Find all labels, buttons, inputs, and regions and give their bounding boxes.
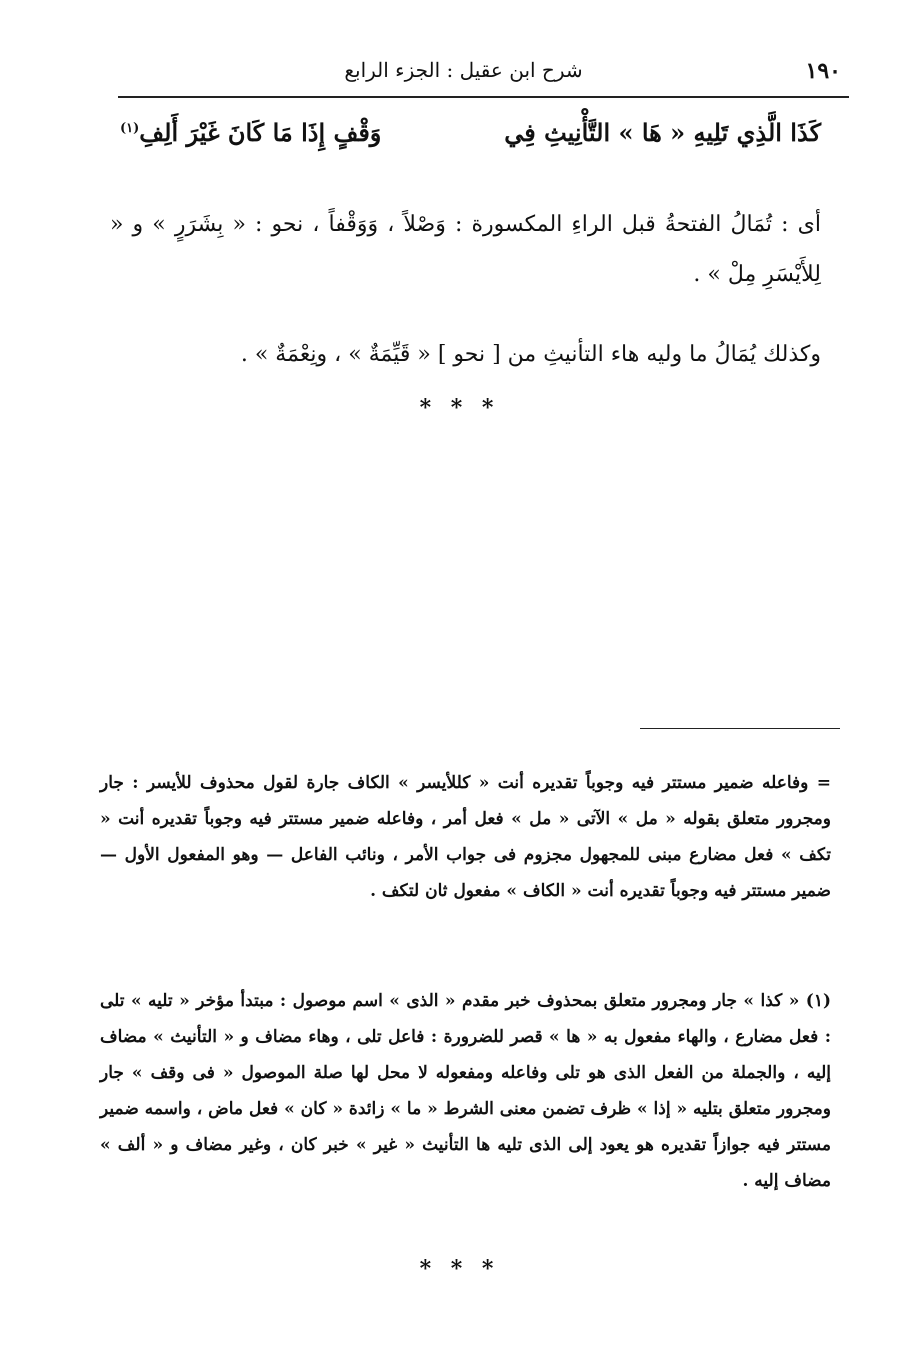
- verse-line: [120, 118, 821, 147]
- verse-second-hemistich: [120, 118, 381, 147]
- running-title: شرح ابن عقيل : الجزء الرابع: [344, 58, 583, 82]
- footnote-1: (١) « كذا » جار ومجرور متعلق بمحذوف خبر مقدم « الذى » اسم موصول : مبتدأ مؤخر « تليه » تلى : فعل مضارع ، والهاء مفعول به « ها » قصر للضرورة : فاعل تلى ، وهاء مضاف و « التأنيث » مضاف إليه ، والجملة من الفعل الذى هو تلى وفاعله ومفعوله لا محل لها صلة الموصول « فى وقف » جار ومجرور متعلق بتليه « إذا » ظرف تضمن معنى الشرط « ما » زائدة « كان » فعل ماض ، واسمه ضمير مستتر فيه جوازاً تقديره هو يعود إلى الذى تليه ها التأنيث « غير » خبر كان ، وغير مضاف و « ألف » مضاف إليه .: [100, 991, 832, 1191]
- commentary-paragraph-2: وكذلك يُمَالُ ما وليه هاء التأنيثِ من [ نحو ] « قَيِّمَةٌ » ، ونِعْمَةٌ » .: [240, 342, 821, 367]
- section-separator-bottom: * * *: [419, 1256, 500, 1282]
- footnote-continuation: = وفاعله ضمير مستتر فيه وجوباً تقديره أنت « كللأيسر » الكاف جارة لقول محذوف للأيسر : جار ومجرور متعلق بقوله « مل » الآتى « مل » فعل أمر ، وفاعله ضمير مستتر فيه وجوباً تقديره أنت « تكف » فعل مضارع مبنى للمجهول مجزوم فى جواب الأمر ، ونائب الفاعل — وهو المفعول الأول — ضمير مستتر فيه وجوباً تقديره أنت « الكاف » مفعول ثان لتكف .: [100, 773, 831, 901]
- verse-second-hemistich-text: وَقْفٍ إِذَا مَا كَانَ غَيْرَ أَلِفِ: [139, 118, 382, 147]
- section-separator-top: * * *: [419, 395, 500, 421]
- page-number: ١٩٠: [805, 58, 841, 84]
- footnote-reference: (١): [120, 121, 140, 136]
- commentary-paragraph-1: أى : تُمَالُ الفتحةُ قبل الراءِ المكسورة : وَصْلاً ، وَوَقْفاً ، نحو : « بِشَرَرٍ » و « لِلأَيْسَرِ مِلْ » .: [110, 212, 821, 287]
- verse-first-hemistich: كَذَا الَّذِي تَلِيهِ « هَا » التَّأْنِيثِ فِي: [504, 118, 821, 147]
- header-rule: [118, 96, 849, 98]
- page-header: [118, 52, 849, 94]
- footnote-rule: [640, 728, 840, 729]
